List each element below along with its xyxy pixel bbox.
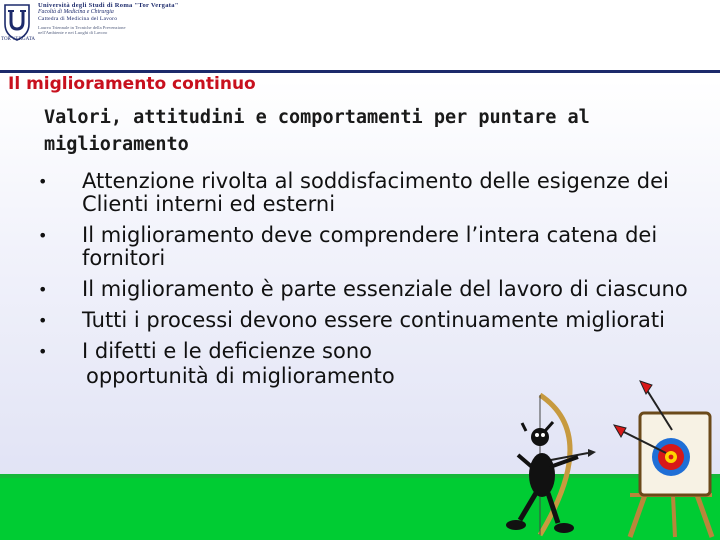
archer-with-target-clipart: [480, 375, 720, 540]
list-item: [0, 170, 692, 216]
university-name: Università degli Studi di Roma "Tor Vergata": [38, 2, 179, 9]
faculty-name: Facoltà di Medicina e Chirurgia: [38, 9, 114, 16]
slide-title: Il miglioramento continuo: [8, 74, 256, 94]
department-name: Cattedra di Medicina del Lavoro: [38, 15, 118, 22]
bullet-icon: •: [38, 342, 48, 361]
header: [0, 0, 200, 46]
bullet-text: I difetti e le deficienze sono: [82, 339, 373, 363]
bullet-icon: •: [38, 226, 48, 245]
list-item: [0, 309, 692, 332]
list-item: [0, 278, 692, 301]
bullet-text: Attenzione rivolta al soddisfacimento delle esigenze dei Clienti interni ed esterni: [82, 169, 669, 216]
bullet-icon: •: [38, 172, 48, 191]
slide-subtitle: Valori, attitudini e comportamenti per puntare al miglioramento: [44, 107, 590, 155]
logo-caption: TOR VERGATA: [0, 37, 35, 42]
bullet-list: [0, 170, 720, 389]
course-line-1: Laurea Triennale in Tecniche della Prevenzione: [38, 24, 126, 30]
bullet-text: Il miglioramento deve comprendere l’intera catena dei fornitori: [82, 223, 658, 270]
header-divider: [0, 70, 720, 73]
bullet-text: Il miglioramento è parte essenziale del lavoro di ciascuno: [82, 277, 688, 301]
bullet-icon: •: [38, 311, 48, 330]
university-info: [38, 2, 203, 35]
bullet-text-continuation: opportunità di miglioramento: [86, 364, 395, 388]
bullet-text: Tutti i processi devono essere continuamente migliorati: [82, 308, 665, 332]
target-icon: [640, 413, 710, 495]
course-line-2: nell'Ambiente e nei Luoghi di Lavoro: [38, 29, 108, 35]
bullet-icon: •: [38, 280, 48, 299]
list-item: [0, 224, 692, 270]
